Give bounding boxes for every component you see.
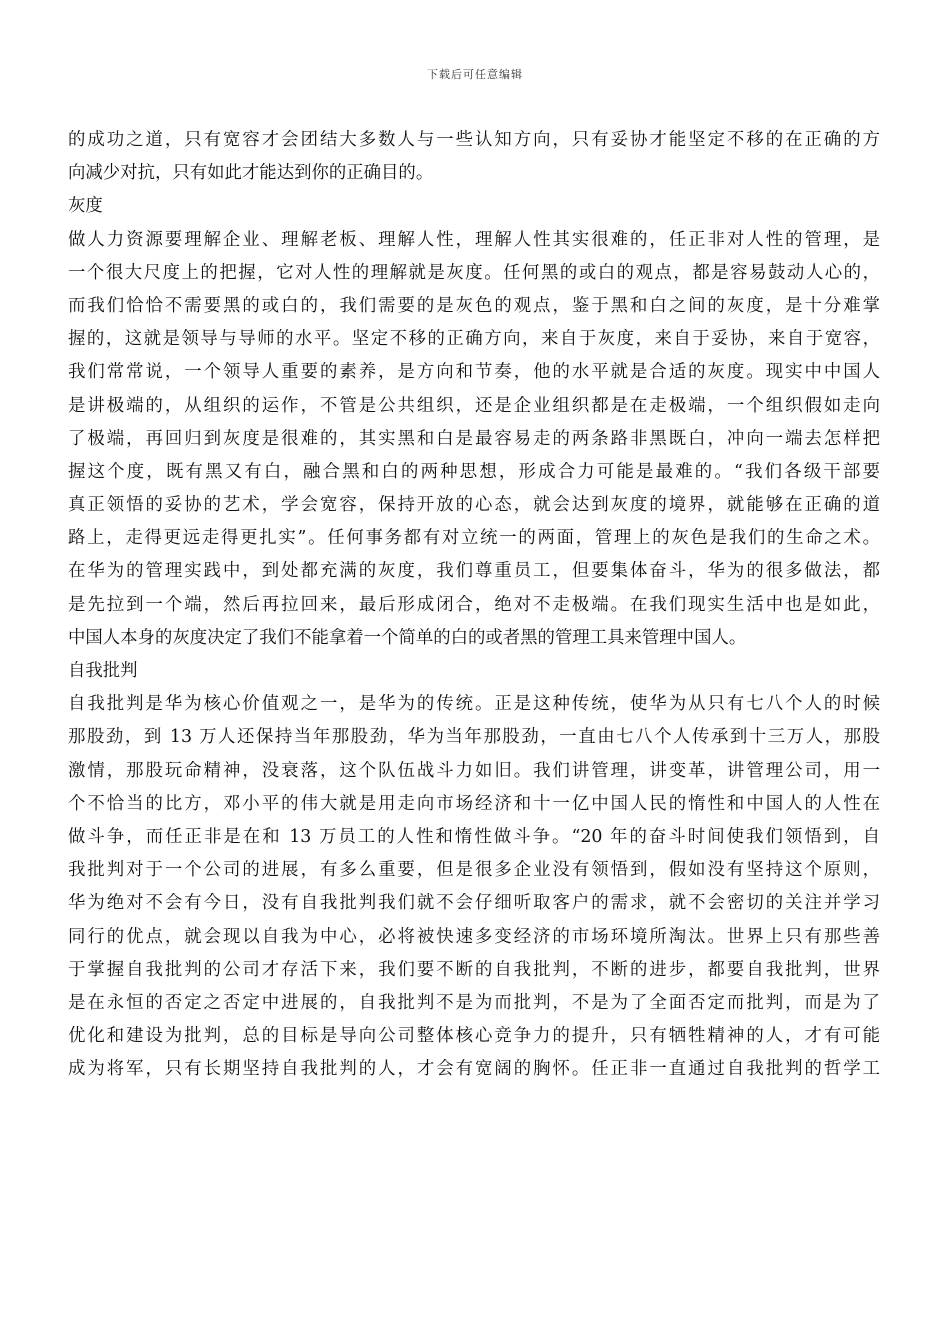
text-line: 而我们恰恰不需要黑的或白的，我们需要的是灰色的观点，鉴于黑和白之间的灰度，是十分难掌	[68, 295, 880, 316]
text-line: 中国人本身的灰度决定了我们不能拿着一个简单的白的或者黑的管理工具来管理中国人。	[68, 627, 747, 648]
text-line: 是先拉到一个端，然后再拉回来，最后形成闭合，绝对不走极端。在我们现实生活中也是如此，	[68, 594, 880, 615]
text-line: 我批判对于一个公司的进展，有多么重要，但是很多企业没有领悟到，假如没有坚持这个原则，	[68, 860, 880, 881]
paragraph	[68, 124, 880, 190]
text-line: 做斗争，而任正非是在和 13 万员工的人性和惰性做斗争。“20 年的奋斗时间使我们领悟到，自	[68, 826, 880, 847]
paragraph	[68, 224, 880, 655]
text-line: 于掌握自我批判的公司才存活下来，我们要不断的自我批判，不断的进步，都要自我批判，世界	[68, 959, 880, 980]
text-line: 握的，这就是领导与导师的水平。坚定不移的正确方向，来自于灰度，来自于妥协，来自于宽容，	[68, 329, 880, 350]
paragraph	[68, 688, 880, 1086]
document-body	[68, 124, 880, 1086]
text-line: 握这个度，既有黑又有白，融合黑和白的两种思想，形成合力可能是最难的。“我们各级干部要	[68, 461, 880, 482]
page-header: 下载后可任意编辑	[427, 68, 523, 81]
text-line: 真正领悟的妥协的艺术，学会宽容，保持开放的心态，就会达到灰度的境界，就能够在正确的道	[68, 495, 880, 516]
text-line: 做人力资源要理解企业、理解老板、理解人性，理解人性其实很难的，任正非对人性的管理，是	[68, 229, 880, 250]
text-line: 激情，那股玩命精神，没衰落，这个队伍战斗力如旧。我们讲管理，讲变革，讲管理公司，用一	[68, 760, 880, 781]
text-line: 成为将军，只有长期坚持自我批判的人，才会有宽阔的胸怀。任正非一直通过自我批判的哲学工	[68, 1059, 880, 1080]
text-line: 优化和建设为批判，总的目标是导向公司整体核心竞争力的提升，只有牺牲精神的人，才有可能	[68, 1026, 880, 1047]
text-line: 个不恰当的比方，邓小平的伟大就是用走向市场经济和十一亿中国人民的惰性和中国人的人性在	[68, 793, 880, 814]
text-line: 路上，走得更远走得更扎实”。任何事务都有对立统一的两面，管理上的灰色是我们的生命之术。	[68, 528, 880, 549]
text-line: 是讲极端的，从组织的运作，不管是公共组织，还是企业组织都是在走极端，一个组织假如走向	[68, 395, 880, 416]
text-line: 同行的优点，就会现以自我为中心，必将被快速多变经济的市场环境所淘汰。世界上只有那些善	[68, 926, 880, 947]
text-line: 华为绝对不会有今日，没有自我批判我们就不会仔细听取客户的需求，就不会密切的关注并学习	[68, 893, 880, 914]
text-line: 一个很大尺度上的把握，它对人性的理解就是灰度。任何黑的或白的观点，都是容易鼓动人心的，	[68, 262, 880, 283]
section-heading-self-criticism: 自我批判	[68, 661, 138, 681]
text-line: 的成功之道，只有宽容才会团结大多数人与一些认知方向，只有妥协才能坚定不移的在正确的方	[68, 130, 880, 150]
text-line: 是在永恒的否定之否定中进展的，自我批判不是为而批判，不是为了全面否定而批判，而是为了	[68, 992, 880, 1013]
text-line: 那股劲，到 13 万人还保持当年那股劲，华为当年那股劲，一直由七八个人传承到十三万人，那股	[68, 727, 880, 748]
text-line: 向减少对抗，只有如此才能达到你的正确目的。	[68, 163, 434, 184]
text-line: 在华为的管理实践中，到处都充满的灰度，我们尊重员工，但要集体奋斗，华为的很多做法，都	[68, 561, 880, 582]
text-line: 我们常常说，一个领导人重要的素养，是方向和节奏，他的水平就是合适的灰度。现实中中国人	[68, 362, 880, 383]
text-line: 了极端，再回归到灰度是很难的，其实黑和白是最容易走的两条路非黑既白，冲向一端去怎样把	[68, 428, 880, 449]
text-line: 自我批判是华为核心价值观之一，是华为的传统。正是这种传统，使华为从只有七八个人的时候	[68, 694, 880, 715]
section-heading-grayscale: 灰度	[68, 196, 103, 217]
